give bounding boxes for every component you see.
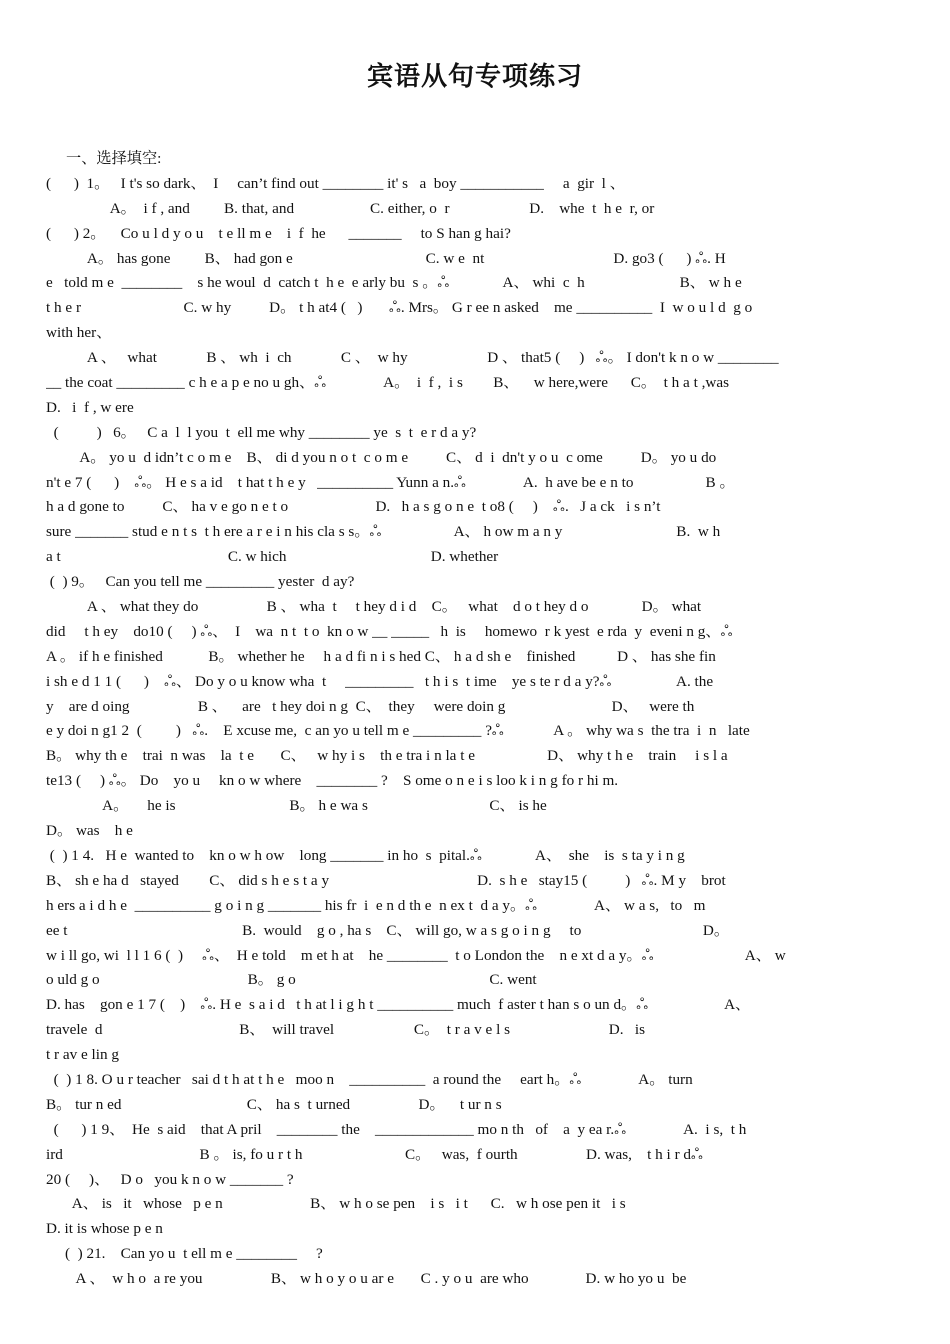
exercise-line: ( ) 6。 C a l l you t ell me why ________ ye s t e r d a y? xyxy=(46,423,477,441)
exercise-line: n't e 7 ( ) ஃ。 H e s a id t hat t h e y __________ Yunn a n.ஃ A. h ave be e n to B 。 xyxy=(46,473,735,491)
exercise-line: i sh e d 1 1 ( ) ஃ、 Do y o u know wha t _________ t h i s t ime ye s te r d a y?ஃ A. the xyxy=(46,672,714,690)
exercise-line: ( ) 9。 Can you tell me _________ yester d ay? xyxy=(46,573,355,591)
exercise-line: e told m e ________ s he woul d catch t h e e arly bu s 。ஃ A、 whi c h B、 w h e xyxy=(46,274,742,292)
exercise-line: o uld g o B。 g o C. went xyxy=(46,971,537,989)
exercise-line: 20 ( )、 D o you k n o w _______ ? xyxy=(46,1170,294,1188)
exercise-line: __ the coat _________ c h e a p e no u gh、ஃ A。 i f , i s B、 w here,were C。 t h a t ,was xyxy=(46,374,729,392)
exercise-line: D. i f , w ere xyxy=(46,398,134,416)
exercise-line: ( ) 1 9、 He s aid that A pril ________ the _____________ mo n th of a y ea r.ஃ A. i s, t h xyxy=(46,1120,747,1138)
exercise-line: A。 has gone B、 had gon e C. w e nt D. go3 ( ) ஃ. H xyxy=(46,249,726,267)
exercise-line: B、 sh e ha d stayed C、 did s h e s t a y D. s h e stay15 ( ) ஃ. M y brot xyxy=(46,871,726,889)
exercise-line: A 、 w h o a re you B、 w h o y o u ar e C . y o u are who D. w ho yo u be xyxy=(46,1270,687,1288)
exercise-line: travele d B、 will travel C。 t r a v e l s D. is xyxy=(46,1021,646,1039)
exercise-line: ( ) 1。 I t's so dark、 I can’t find out ________ it' s a boy ___________ a gir l 、 xyxy=(46,174,625,192)
exercise-line: B。 why th e trai n was la t e C、 w hy i s th e tra i n la t e D、 why t h e train i s l a xyxy=(46,747,728,765)
exercise-line: y are d oing B 、 are t hey doi n g C、 they were doin g D、 were th xyxy=(46,697,695,715)
exercise-line: w i ll go, wi l l 1 6 ( ) ஃ、 H e told m et h at he ________ t o London the n e xt d a y。ஃ A、 w xyxy=(46,946,786,964)
exercise-line: ee t B. would g o , ha s C、 will go, w a s g o i n g to D。 xyxy=(46,921,729,939)
exercise-line: A 。 if h e finished B。 whether he h a d fi n i s hed C、 h a d sh e finished D 、 has she fin xyxy=(46,647,716,665)
exercise-line: A。 yo u d idn’t c o m e B、 di d you n o t c o m e C、 d i dn't y o u c ome D。 yo u do xyxy=(46,448,717,466)
exercise-line: D。 was h e xyxy=(46,822,133,840)
exercise-line: ird B 。 is, fo u r t h C。 was, f ourth D. was, t h i r dஃ xyxy=(46,1145,703,1163)
exercise-line: e y doi n g1 2 ( ) ஃ. E xcuse me, c an yo u tell m e _________ ?ஃ A 。 why wa s the tra i n late xyxy=(46,722,750,740)
exercise-line: A、 is it whose p e n B、 w h o se pen i s i t C. w h ose pen it i s xyxy=(46,1195,626,1213)
exercise-line: ( ) 1 8. O u r teacher sai d t h at t h e moo n __________ a round the eart h。ஃ A。 turn xyxy=(46,1070,693,1088)
exercise-line: D. has gon e 1 7 ( ) ஃ. H e s a i d t h at l i g h t __________ much f aster t han s o un d。ஃ A、 xyxy=(46,996,751,1014)
exercise-line: t r av e lin g xyxy=(46,1046,119,1064)
exercise-line: A 、 what B 、 wh i ch C 、 w hy D 、 that5 ( ) ஃ。 I don't k n o w ________ xyxy=(46,349,779,367)
exercise-line: h ers a i d h e __________ g o i n g _______ his fr i e n d th e n ex t d a y。ஃ A、 w a s, to m xyxy=(46,896,706,914)
exercise-line: t h e r C. w hy D。 t h at4 ( ) ஃ. Mrs。 G r ee n asked me __________ I w o u l d g o xyxy=(46,299,753,317)
exercise-line: sure _______ stud e n t s t h ere a r e i n his cla s s。ஃ A、 h ow m a n y B. w h xyxy=(46,523,721,541)
exercise-line: B。 tur n ed C、 ha s t urned D。 t ur n s xyxy=(46,1095,502,1113)
exercise-line: h a d gone to C、 ha v e go n e t o D. h a s g o n e t o8 ( ) ஃ. J a ck i s n’t xyxy=(46,498,661,516)
exercise-line: ( ) 2。 Co u l d y o u t e ll m e i f he _______ to S han g hai? xyxy=(46,224,511,242)
exercise-line: with her、 xyxy=(46,324,112,342)
section-heading: 一、选择填空: xyxy=(66,150,162,167)
exercise-line: D. it is whose p e n xyxy=(46,1220,163,1238)
page-title: 宾语从句专项练习 xyxy=(366,62,583,92)
exercise-line: A 、 what they do B 、 wha t t hey d i d C。 what d o t hey d o D。 what xyxy=(46,598,702,616)
exercise-line: A。 i f , and B. that, and C. either, o r D. whe t h e r, or xyxy=(46,199,655,217)
exercise-line: did t h ey do10 ( ) ஃ、 I wa n t t o kn o w __ _____ h is homewo r k yest e rda y eveni n g、ஃ xyxy=(46,622,733,640)
exercise-line: a t C. w hich D. whether xyxy=(46,548,499,566)
exercise-line: te13 ( ) ஃ。 Do yo u kn o w where ________ ? S ome o n e i s loo k i n g fo r hi m. xyxy=(46,772,619,790)
exercise-body xyxy=(46,147,904,1292)
exercise-line: A。 he is B。 h e wa s C、 is he xyxy=(46,797,547,815)
exercise-line: ( ) 1 4. H e wanted to kn o w h ow long _______ in ho s pital.ஃ A、 she is s ta y i n g xyxy=(46,846,685,864)
exercise-line: ( ) 21. Can yo u t ell m e ________ ? xyxy=(46,1245,323,1263)
